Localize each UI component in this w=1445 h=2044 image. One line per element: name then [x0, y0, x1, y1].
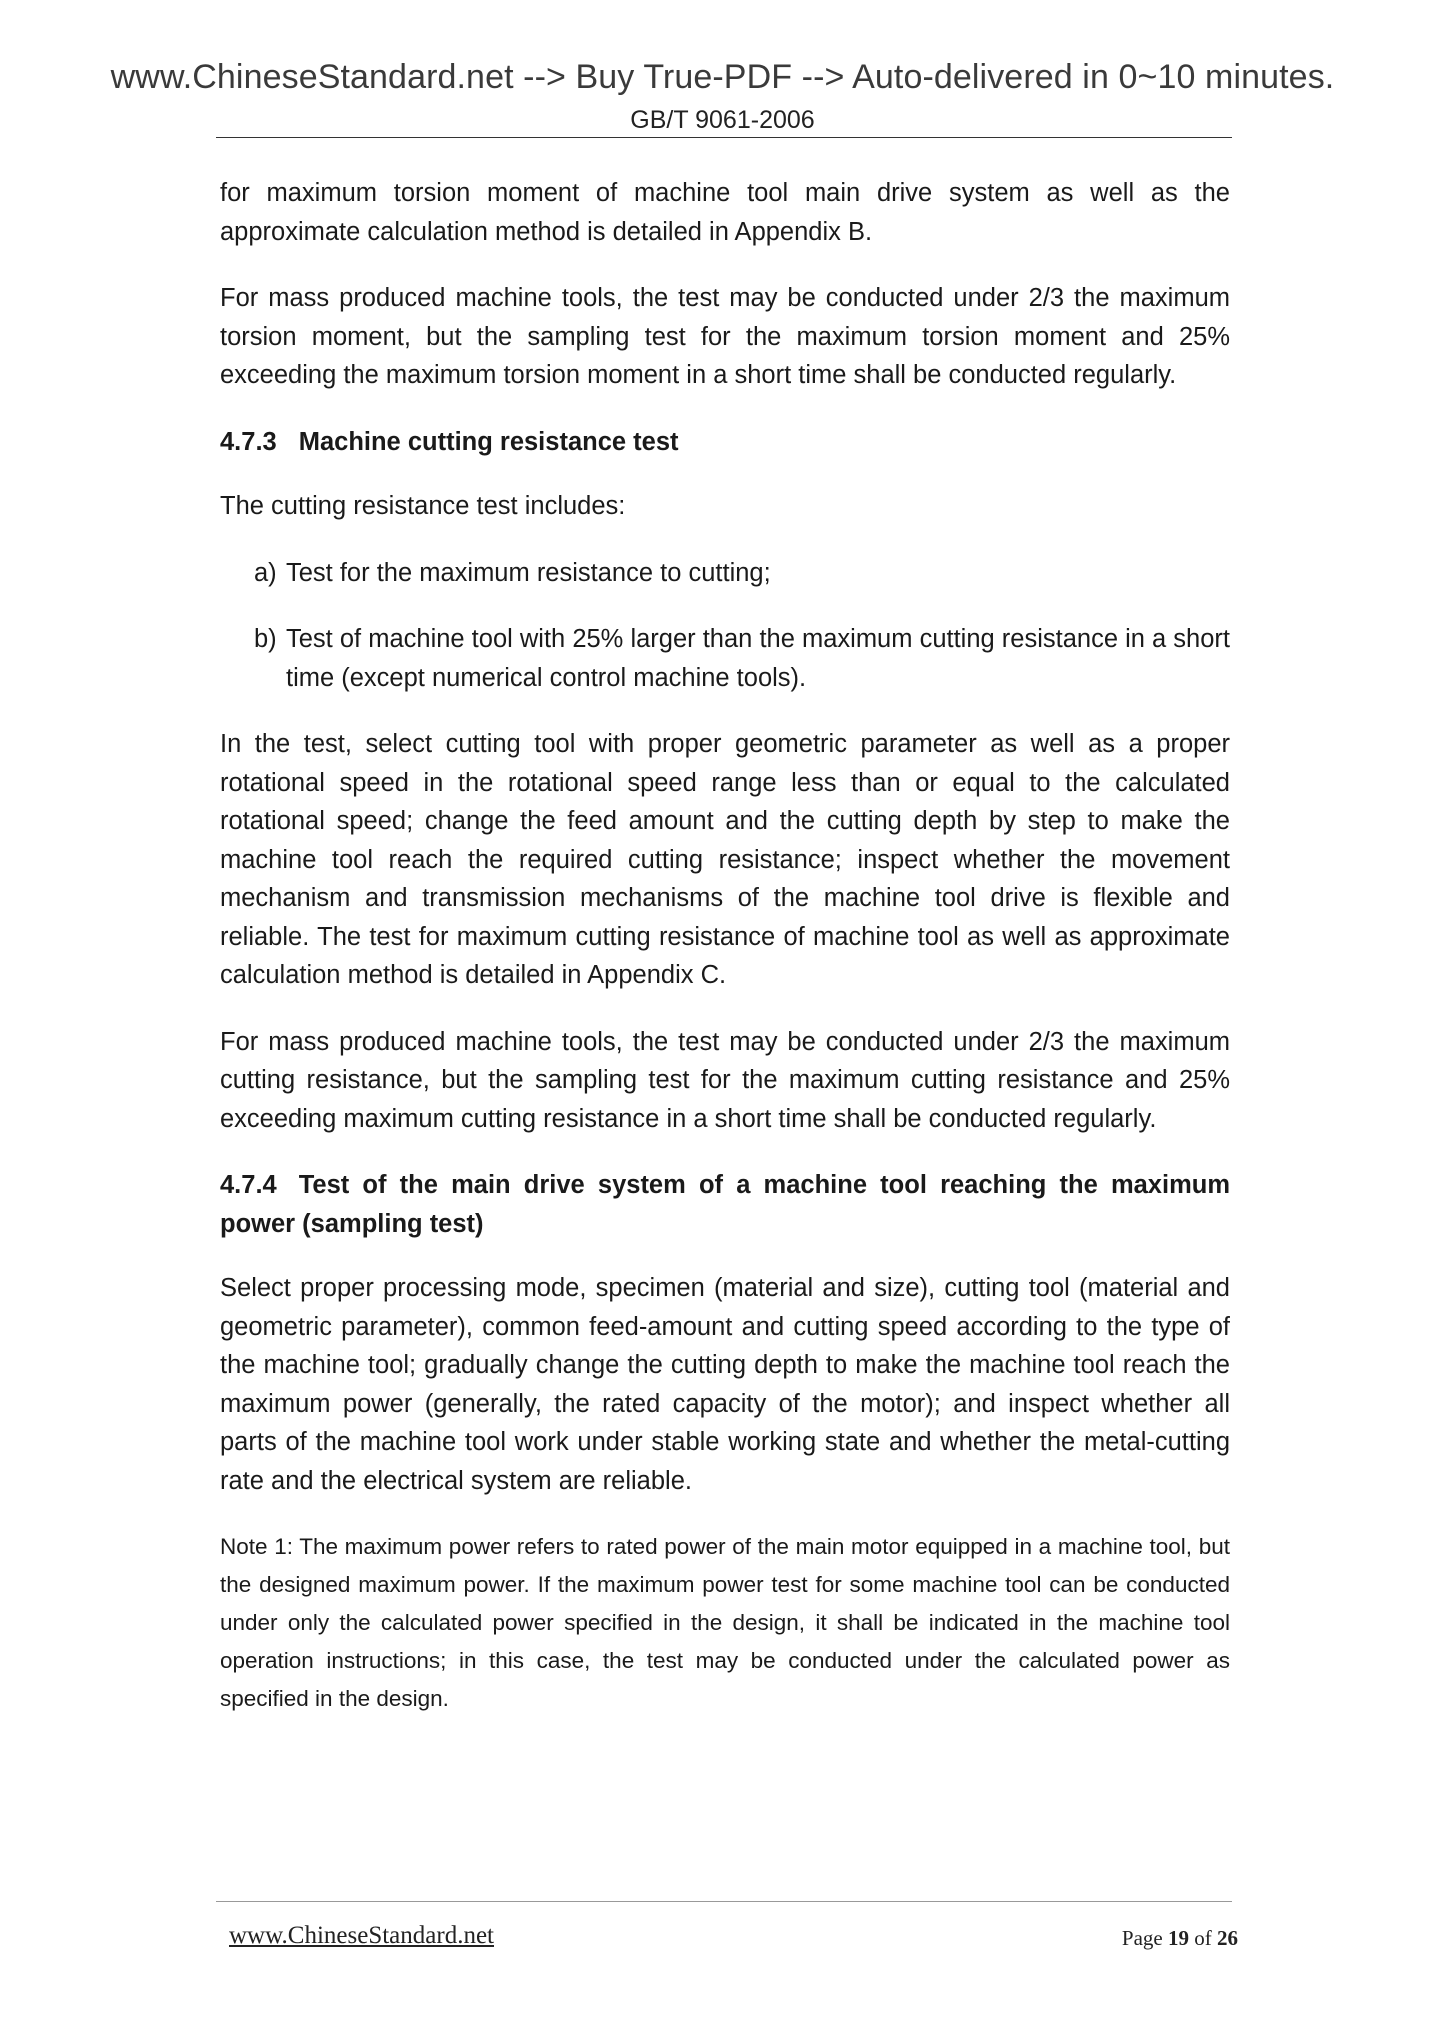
section-number: 4.7.4 [220, 1171, 277, 1199]
paragraph-cutting-mass-produced: For mass produced machine tools, the test may be conducted under 2/3 the maximum cutting resistance, but the sampling test for the maximum cutting resistance and 25% exceeding maximum cutting resistance in a short time shall be conducted regularly. [220, 1027, 1230, 1133]
paragraph-torsion-mass-produced: For mass produced machine tools, the test may be conducted under 2/3 the maximum torsion moment, but the sampling test for the maximum torsion moment and 25% exceeding the maximum torsion moment in a short time shall be conducted regularly. [220, 284, 1230, 389]
page-of-label: of [1194, 1926, 1212, 1950]
note-1: Note 1: The maximum power refers to rated power of the main motor equipped in a machine tool, but the designed maximum power. If the maximum power test for some machine tool can be conducted under only the calculated power specified in the design, it shall be indicated in the machine tool operation instructions; in this case, the test may be conducted under the calculated power as specified in the design. [220, 1534, 1230, 1711]
page-label: Page [1121, 1926, 1163, 1950]
footer-site-link[interactable]: www.ChineseStandard.net [229, 1922, 494, 1949]
document-body [220, 174, 1230, 1746]
paragraph-torsion-appendix: for maximum torsion moment of machine tool main drive system as well as the approximate calculation method is detailed in Appendix B. [220, 179, 1230, 246]
section-title: Test of the main drive system of a machine tool reaching the maximum power (sampling test) [220, 1171, 1230, 1238]
header-divider [216, 137, 1232, 138]
list-marker: a) [254, 558, 277, 587]
list-text: Test of machine tool with 25% larger than the maximum cutting resistance in a short time (except numerical control machine tools). [286, 625, 1230, 692]
section-heading-4-7-4 [220, 1166, 1230, 1243]
section-title: Machine cutting resistance test [298, 427, 679, 456]
paragraph-cutting-includes: The cutting resistance test includes: [220, 492, 626, 520]
footer-divider [216, 1901, 1232, 1902]
list-text: Test for the maximum resistance to cutting; [286, 558, 771, 587]
header-banner: www.ChineseStandard.net --> Buy True-PDF --> Auto-delivered in 0~10 minutes. [110, 58, 1335, 96]
list-marker: b) [254, 625, 277, 653]
list-item [254, 620, 1230, 697]
section-heading-4-7-3 [220, 423, 1230, 462]
section-number: 4.7.3 [220, 427, 277, 456]
page-total: 26 [1217, 1926, 1238, 1950]
page-number [1122, 1926, 1238, 1951]
standard-code: GB/T 9061-2006 [630, 106, 815, 134]
page-current: 19 [1168, 1926, 1189, 1950]
paragraph-max-power-procedure: Select proper processing mode, specimen (material and size), cutting tool (material and geometric parameter), common feed-amount and cutting speed according to the type of the machine tool; gradually change the cutting depth to make the machine tool reach the maximum power (generally, the rated capacity of the motor); and inspect whether all parts of the machine tool work under stable working state and whether the metal-cutting rate and the electrical system are reliable. [220, 1274, 1230, 1495]
list-item [254, 554, 1230, 593]
paragraph-cutting-procedure: In the test, select cutting tool with proper geometric parameter as well as a proper rotational speed in the rotational speed range less than or equal to the calculated rotational speed; change the feed amount and the cutting depth by step to make the machine tool reach the required cutting resistance; inspect whether the movement mechanism and transmission mechanisms of the machine tool drive is flexible and reliable. The test for maximum cutting resistance of machine tool as well as approximate calculation method is detailed in Appendix C. [220, 730, 1230, 989]
